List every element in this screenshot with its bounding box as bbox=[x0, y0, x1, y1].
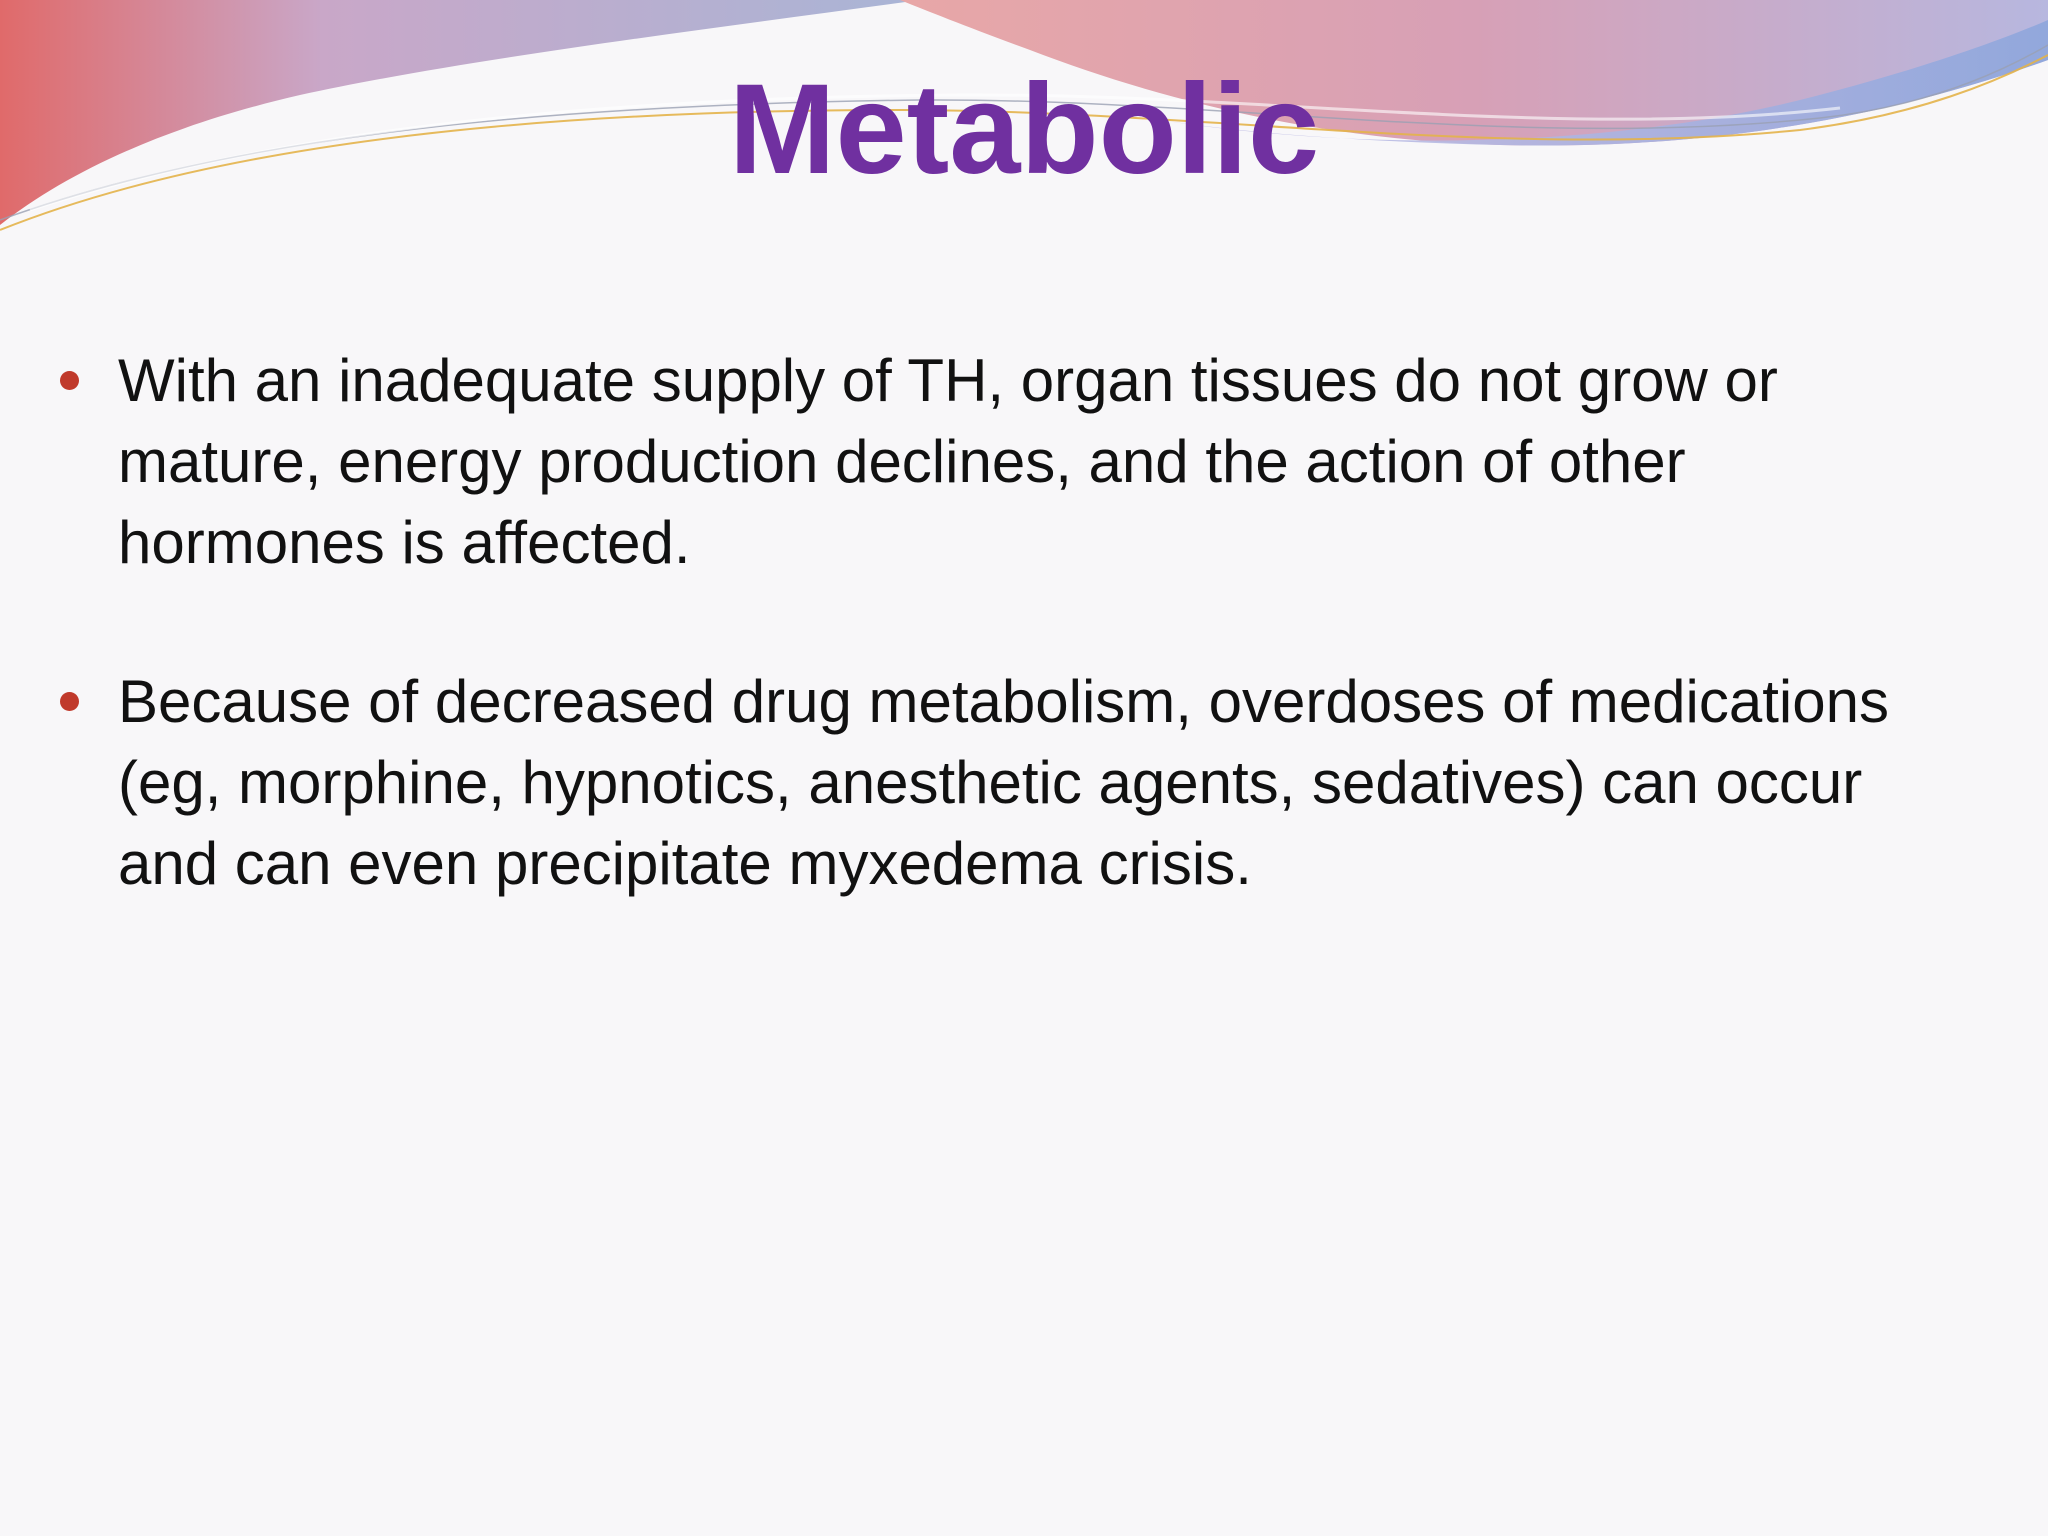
bullet-dot-icon bbox=[60, 692, 79, 711]
bullet-text: Because of decreased drug metabolism, overdoses of medications (eg, morphine, hypnotics, anesthetic agents, sedatives) can occur and can even precipitate myxedema crisis. bbox=[118, 668, 1889, 897]
bullet-dot-icon bbox=[60, 371, 79, 390]
slide-title: Metabolic bbox=[728, 58, 1320, 201]
bullet-text: With an inadequate supply of TH, organ tissues do not grow or mature, energy production declines, and the action of other hormones is affected. bbox=[118, 347, 1778, 576]
bullet-item bbox=[58, 661, 1958, 904]
bullet-item bbox=[58, 340, 1958, 583]
bullet-list bbox=[58, 340, 1958, 982]
